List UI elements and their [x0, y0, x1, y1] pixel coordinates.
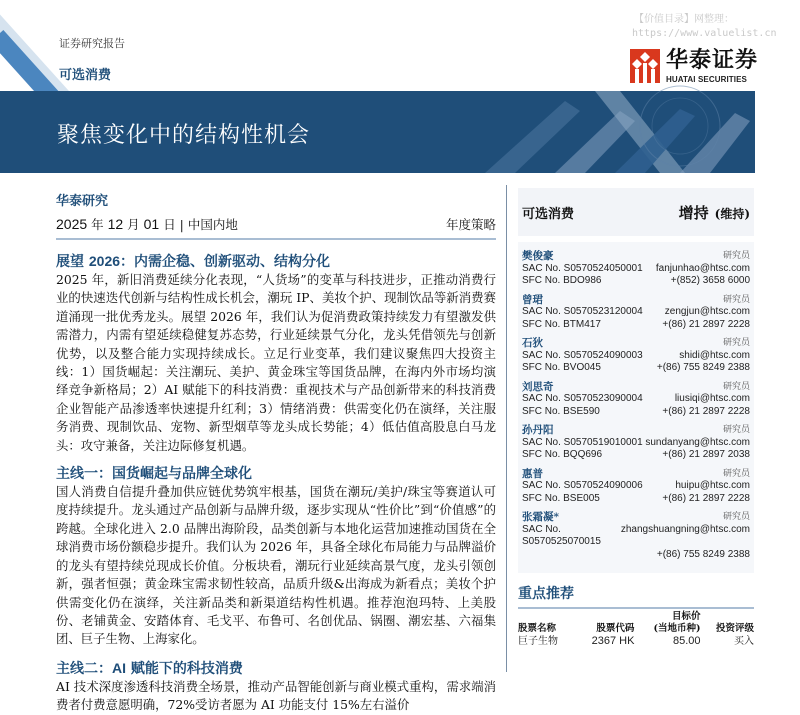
date-row: [56, 215, 496, 240]
analyst-email[interactable]: fanjunhao@htsc.com: [655, 262, 750, 274]
rating-value: 增持 (维持): [678, 203, 750, 222]
analyst-name: 惠普: [522, 467, 543, 480]
section-body-outlook: 2025 年，新旧消费延续分化表现，“人货场”的变革与科技进步，正推动消费行业的快速迭代创新与结构性成长机会，潮玩 IP、美妆个护、现制饮品等新消费赛道涌现一批优秀龙头。展望 2026 年，我们认为促消费政策持续发力有望激发供需潜力，内需有望延续稳健复苏态势，行业延续景气分化，龙头凭借领先与创新优势，以及整合能力实现持续成长。立足行业变革，我们建议聚焦四大投资主线：1）国货崛起：关注潮玩、美护、黄金珠宝等国货品牌，在海内外市场均演绎竞争新格局；2）AI 赋能下的科技消费：重视技术与产品创新带来的科技消费企业智能产品渗透率快速提升红利；3）情绪消费：供需变化仍在演绎，关注服务消费、现制饮品、宠物、新型烟草等龙头成长势能；4）低估值高股息白马龙头：攻守兼备，关注边际修复机遇。: [56, 272, 496, 453]
analyst-phone: +(852) 3658 6000: [670, 275, 750, 286]
sidebar: [518, 188, 754, 648]
analyst-sac: SAC No. S0570525070015: [522, 523, 601, 547]
key-picks-title: 重点推荐: [518, 583, 754, 609]
analyst-title: 研究员: [722, 381, 750, 392]
analyst-phone: +(86) 755 8249 2388: [656, 548, 750, 560]
analyst-card: [522, 294, 750, 332]
title-banner: [0, 91, 755, 173]
analyst-sac: SAC No. S0570524050001: [522, 262, 643, 274]
watermark-line2: https://www.valuelist.cn: [632, 28, 777, 39]
col-target-top: 目标价: [671, 611, 701, 622]
analyst-name: 樊俊豪: [522, 250, 554, 262]
sidebar-divider: [506, 185, 507, 672]
analyst-card: [522, 337, 750, 375]
analyst-email[interactable]: sundanyang@htsc.com: [645, 436, 750, 448]
analyst-title: 研究员: [722, 468, 750, 479]
analyst-sfc: SFC No. BVO045: [522, 362, 601, 373]
watermark: [632, 13, 777, 41]
analyst-card: [522, 381, 750, 419]
col-rating: 投资评级: [715, 623, 754, 634]
analyst-card: [522, 250, 750, 288]
corner-decoration: [0, 30, 60, 92]
stock-rating: 买入: [734, 636, 754, 647]
analyst-title: 研究员: [722, 425, 750, 435]
rating-box: [518, 188, 754, 236]
analyst-email[interactable]: zengjun@htsc.com: [664, 306, 750, 317]
banner-decoration: [485, 91, 755, 173]
watermark-line1: 【价值目录】网整理：: [634, 14, 734, 25]
section-body-theme-1: 国人消费自信提升叠加供应链优势筑牢根基，国货在潮玩/美护/珠宝等赛道认可度持续提升。龙头通过产品创新与品牌升级，逐步实现从“性价比”到“价值感”的跨越。全球化进入 2.0 品牌出海阶段，品类创新与本地化运营加速推动国货在全球消费市场份额稳步提升。我们认为 2026 年，具备全球化布局能力与品牌溢价的龙头有望持续兑现成长价值。分板块看，潮玩行业延续高景气度，龙头引领创新，强者恒强；黄金珠宝需求韧性较高，品质升级&出海成为新看点；美妆个护供需变化仍在演绎，关注新品类和新渠道结构性机遇。推荐泡泡玛特、上美股份、老铺黄金、安踏体育、毛戈平、布鲁可、名创优品、锅圈、潮宏基、六福集团、巨子生物、上海家化。: [56, 484, 496, 647]
analyst-sfc: SFC No. BDO986: [522, 275, 602, 286]
analyst-email[interactable]: huipu@htsc.com: [675, 480, 750, 491]
stock-name: 巨子生物: [518, 636, 558, 647]
section-heading-theme-2: 主线二：AI 赋能下的科技消费: [56, 659, 243, 677]
logo-chinese-text: 华泰证券: [666, 48, 759, 73]
analyst-phone: +(86) 21 2897 2228: [662, 405, 750, 417]
analyst-phone: +(86) 21 2897 2228: [662, 492, 750, 504]
analyst-name: 石狄: [522, 337, 543, 349]
analyst-sac: SAC No. S0570523090004: [522, 393, 643, 404]
analyst-title: 研究员: [722, 251, 750, 261]
sector-label: 可选消费: [59, 68, 112, 83]
report-title: 聚焦变化中的结构性机会: [57, 123, 311, 148]
analyst-name: 刘思奇: [522, 380, 554, 393]
analyst-list: [518, 242, 754, 573]
huatai-logo: [630, 49, 758, 84]
main-content: [56, 190, 496, 715]
key-picks-table: [518, 611, 754, 648]
table-row: [518, 635, 754, 648]
report-date: 2025 年 12 月 01 日 | 中国内地: [56, 216, 238, 232]
analyst-card: [522, 511, 750, 561]
analyst-card: [522, 468, 750, 506]
logo-english-text: HUATAI SECURITIES: [666, 75, 747, 84]
analyst-name: 曾珺: [522, 293, 543, 306]
target-price: 85.00: [672, 635, 701, 647]
analyst-sfc: SFC No. BTM417: [522, 318, 601, 330]
analyst-sfc: SFC No. BSE005: [522, 492, 600, 504]
analyst-title: 研究员: [722, 294, 750, 305]
analyst-title: 研究员: [722, 512, 750, 522]
col-stock-name: 股票名称: [518, 623, 557, 634]
analyst-title: 研究员: [722, 338, 750, 348]
analyst-phone: +(86) 21 2897 2038: [662, 449, 750, 460]
analyst-sac: SAC No. S0570524090006: [522, 480, 643, 491]
section-heading-theme-1: 主线一：国货崛起与品牌全球化: [56, 466, 252, 483]
analyst-card: [522, 424, 750, 462]
analyst-sac: SAC No. S0570524090003: [522, 349, 643, 361]
analyst-email[interactable]: zhangshuangning@htsc.com: [620, 523, 750, 535]
col-stock-code: 股票代码: [596, 623, 635, 634]
report-category: 年度策略: [445, 217, 496, 232]
analyst-email[interactable]: shidi@htsc.com: [679, 349, 750, 361]
analyst-sfc: SFC No. BSE590: [522, 405, 600, 417]
analyst-phone: +(86) 755 8249 2388: [656, 362, 750, 373]
brand-label: 华泰研究: [56, 194, 109, 209]
huatai-logo-icon: [630, 49, 660, 83]
col-target-price: (当地币种): [653, 623, 701, 634]
report-type-label: 证券研究报告: [59, 37, 125, 50]
analyst-name: 张霜凝*: [522, 511, 559, 523]
rating-sector: 可选消费: [522, 206, 575, 222]
section-heading-outlook: 展望 2026：内需企稳、创新驱动、结构分化: [56, 253, 331, 270]
analyst-sac: SAC No. S0570523120004: [522, 306, 643, 317]
analyst-sfc: SFC No. BQQ696: [522, 449, 603, 460]
analyst-name: 孙丹阳: [522, 424, 554, 436]
analyst-phone: +(86) 21 2897 2228: [662, 318, 750, 330]
section-body-theme-2: AI 技术深度渗透科技消费全场景，推动产品智能创新与商业模式重构，需求端消费者付费意愿明确，72%受访者愿为 AI 功能支付 15%左右溢价: [56, 678, 496, 713]
analyst-sac: SAC No. S0570519010001: [522, 436, 643, 448]
stock-code: 2367 HK: [591, 635, 635, 647]
analyst-email[interactable]: liusiqi@htsc.com: [674, 393, 750, 404]
